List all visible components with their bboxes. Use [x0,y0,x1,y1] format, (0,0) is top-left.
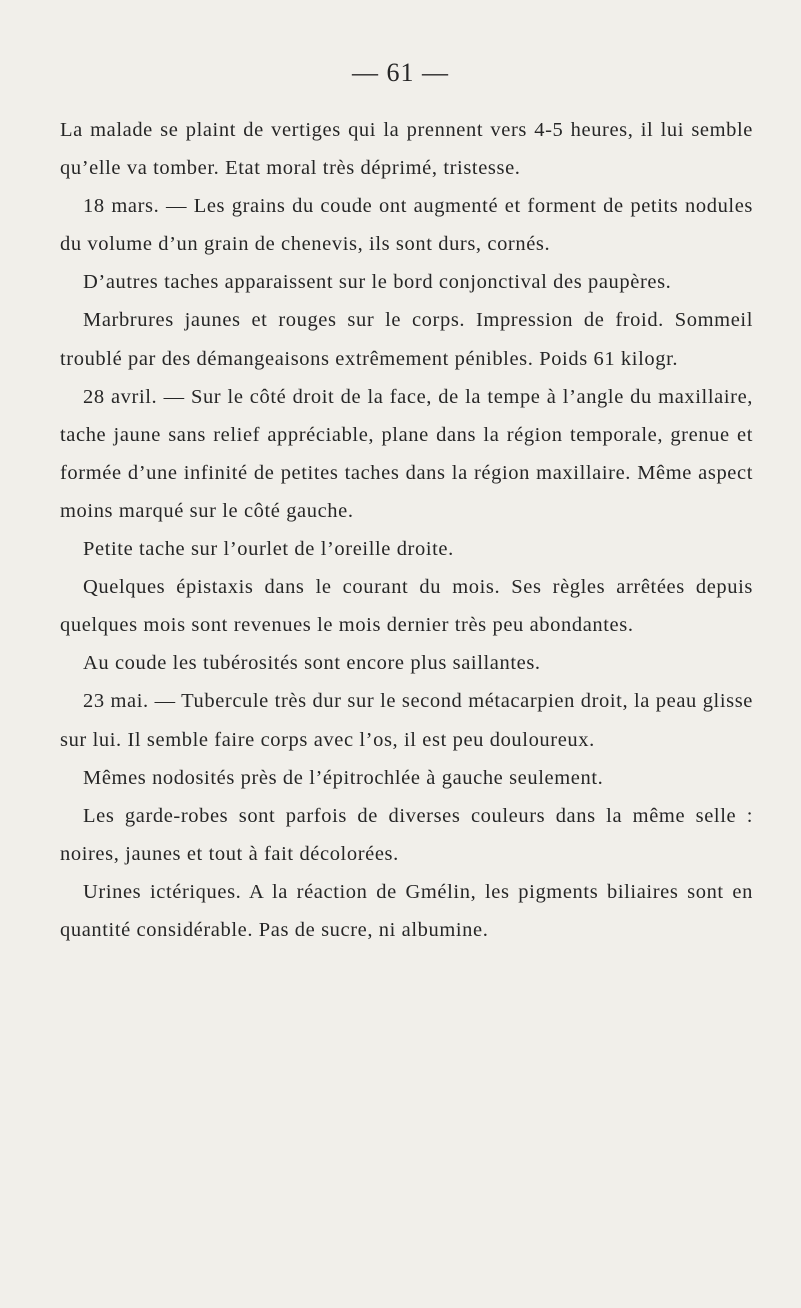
paragraph-9: 23 mai. — Tubercule très dur sur le second métacarpien droit, la peau glisse sur lui. Il semble faire corps avec l’os, il est peu douloureux. [60,690,753,751]
paragraph-6: Petite tache sur l’ourlet de l’oreille droite. [83,538,454,561]
paragraph-7: Quelques épistaxis dans le courant du mois. Ses règles arrêtées depuis quelques mois sont revenues le mois dernier très peu abondantes. [60,576,753,637]
paragraph-11: Les garde-robes sont parfois de diverses couleurs dans la même selle : noires, jaunes et tout à fait décolorées. [60,804,753,865]
paragraph-5: 28 avril. — Sur le côté droit de la face, de la tempe à l’angle du maxillaire, tache jaune sans relief appréciable, plane dans la région temporale, grenue et formée d’une infinité de petites taches dans la région maxillaire. Même aspect moins marqué sur le côté gauche. [60,385,753,522]
paragraph-12: Urines ictériques. A la réaction de Gmélin, les pigments biliaires sont en quantité considérable. Pas de sucre, ni albumine. [60,880,753,941]
page-number: — 61 — [352,58,449,87]
paragraph-8: Au coude les tubérosités sont encore plus saillantes. [83,652,541,675]
paragraph-3: D’autres taches apparaissent sur le bord conjonctival des paupères. [83,271,672,294]
paragraph-4: Marbrures jaunes et rouges sur le corps. Impression de froid. Sommeil troublé par des démangeaisons extrêmement pénibles. Poids 61 kilogr. [60,309,753,370]
page-body [60,111,753,949]
paragraph-1: La malade se plaint de vertiges qui la prennent vers 4-5 heures, il lui semble qu’elle va tomber. Etat moral très déprimé, tristesse. [60,119,753,180]
paragraph-10: Mêmes nodosités près de l’épitrochlée à gauche seulement. [83,766,604,789]
paragraph-2: 18 mars. — Les grains du coude ont augmenté et forment de petits nodules du volume d’un grain de chenevis, ils sont durs, cornés. [60,195,753,256]
